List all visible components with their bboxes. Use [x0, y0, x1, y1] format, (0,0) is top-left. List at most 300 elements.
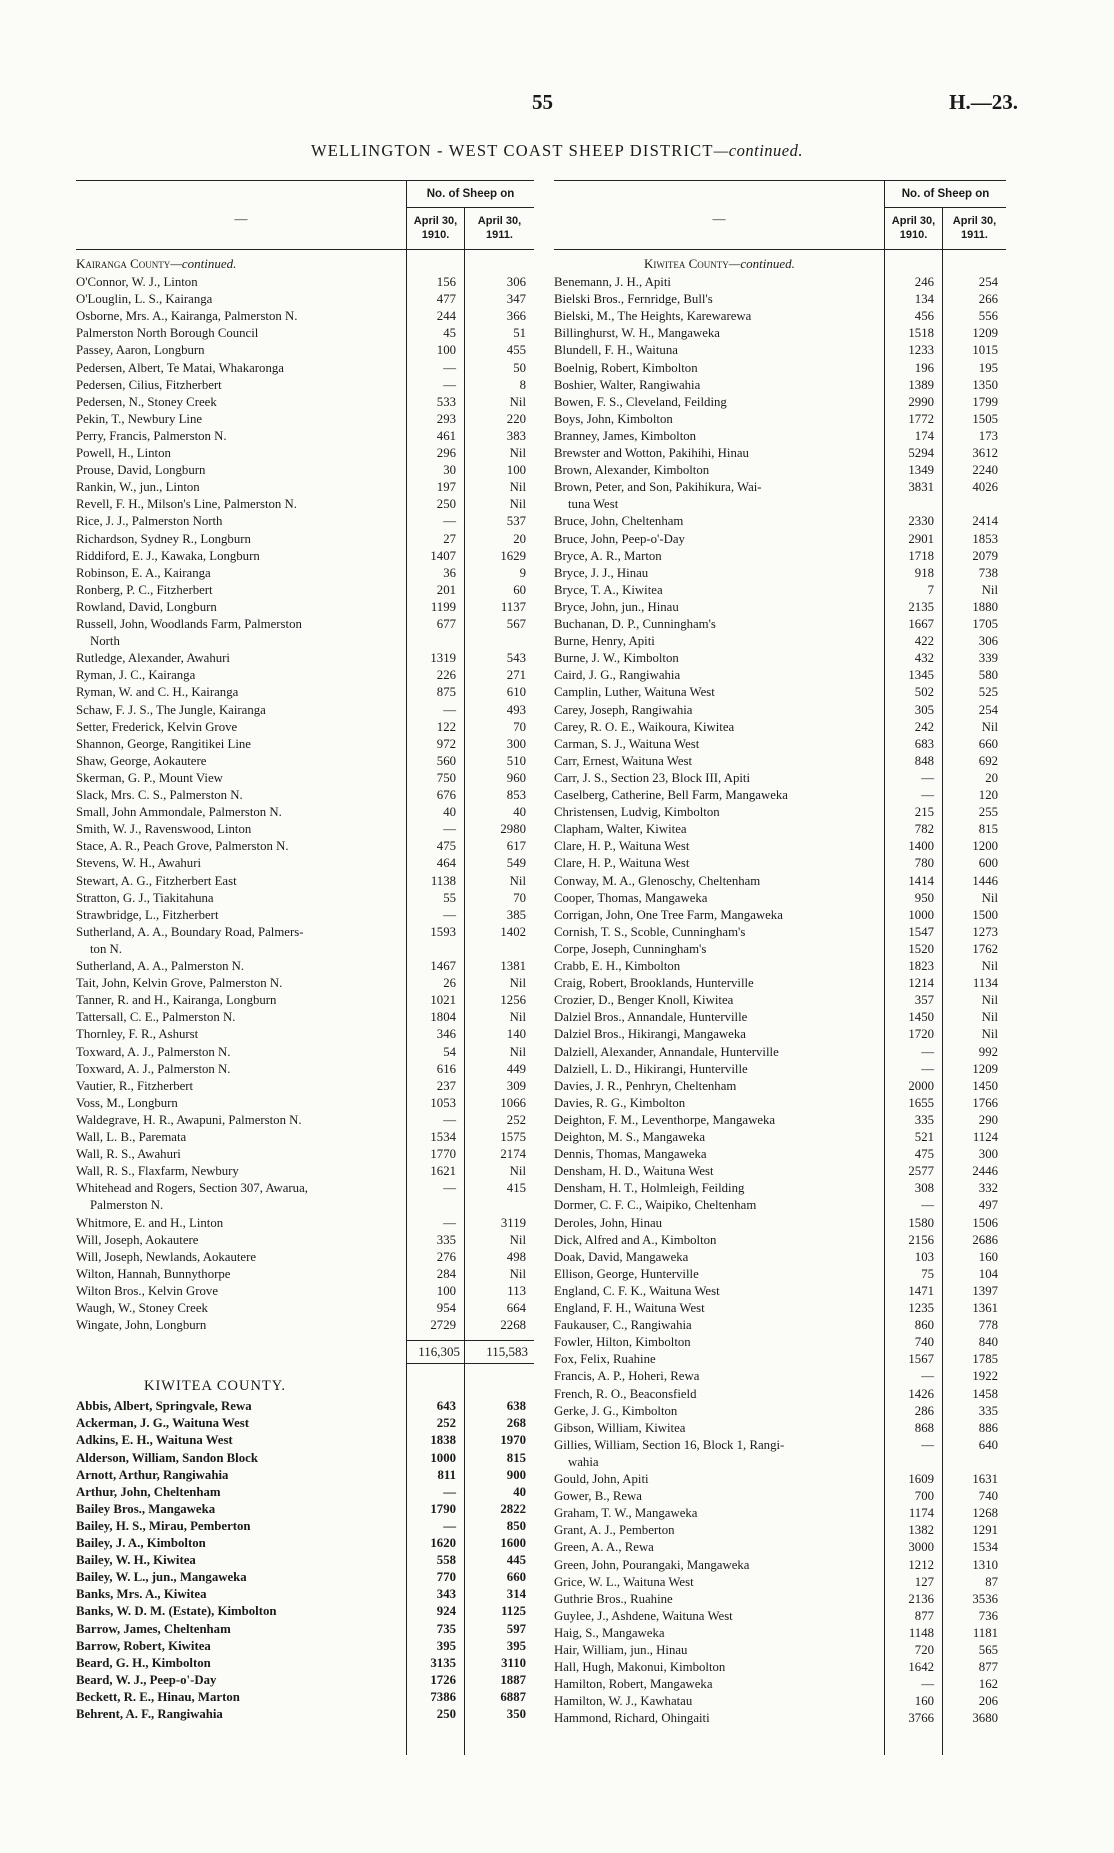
table-row: [76, 274, 534, 290]
owner-name: Perry, Francis, Palmerston N.: [76, 428, 227, 443]
sheep-1910: —: [443, 822, 456, 837]
header-dash: —: [234, 211, 248, 226]
table-row: [554, 428, 1006, 444]
owner-name: Bailey, J. A., Kimbolton: [76, 1536, 206, 1550]
sheep-1910: 2330: [908, 514, 934, 529]
table-row: [76, 1317, 534, 1333]
sheep-1911: 20: [513, 531, 526, 546]
sheep-1911: 1705: [972, 617, 998, 631]
sheep-1910: —: [921, 770, 934, 785]
owner-name: Bailey, W. L., jun., Mangaweka: [76, 1570, 247, 1585]
owner-name: Dalziell, L. D., Hikirangi, Hunterville: [554, 1061, 748, 1076]
sheep-1911: 415: [506, 1181, 526, 1196]
table-row: [554, 736, 1006, 752]
sheep-1911: 640: [978, 1437, 998, 1452]
owner-name: Stevens, W. H., Awahuri: [76, 856, 202, 871]
sheep-1910: 1609: [908, 1472, 934, 1486]
table-row: [76, 1044, 534, 1060]
owner-name: Pedersen, N., Stoney Creek: [76, 394, 217, 409]
sheep-1910: 1804: [430, 1010, 456, 1025]
sheep-1911: Nil: [509, 394, 526, 409]
sheep-1910: 1520: [908, 941, 934, 956]
owner-name: Rowland, David, Longburn: [76, 599, 217, 614]
owner-name: Smith, W. J., Ravenswood, Linton: [76, 822, 252, 837]
owner-name: Burne, J. W., Kimbolton: [554, 651, 679, 666]
sheep-1911: 660: [978, 736, 998, 751]
table-row: [76, 548, 534, 564]
sheep-1911: 445: [506, 1553, 526, 1568]
owner-name: Densham, H. D., Waituna West: [554, 1164, 714, 1179]
owner-name: Vautier, R., Fitzherbert: [76, 1078, 194, 1093]
owner-name: Green, A. A., Rewa: [554, 1540, 654, 1555]
owner-name-continuation: ton N.: [90, 941, 122, 956]
sheep-1911: 1922: [972, 1369, 998, 1384]
sheep-1911: 70: [513, 890, 526, 905]
owner-name: Carman, S. J., Waituna West: [554, 736, 700, 751]
table-row: [554, 394, 1006, 410]
sheep-1910: 1382: [908, 1523, 934, 1538]
table-row: [554, 531, 1006, 547]
sheep-1910: 918: [914, 565, 934, 580]
owner-name: Dalziel Bros., Hikirangi, Mangaweka: [554, 1027, 746, 1042]
sheep-1911: 268: [506, 1416, 526, 1431]
page-number: 55: [532, 90, 553, 114]
sheep-1910: 464: [436, 856, 456, 871]
sheep-1910: 1790: [430, 1501, 456, 1516]
table-row: [76, 1552, 534, 1568]
sheep-1911: 565: [978, 1643, 998, 1657]
header-col-1911-line2: 1911.: [961, 229, 988, 241]
sheep-1910: 1319: [430, 651, 456, 666]
sheep-1911: 40: [513, 805, 526, 820]
sheep-1911: 113: [507, 1283, 526, 1298]
sheep-1911: 314: [506, 1587, 526, 1602]
owner-name: Barrow, Robert, Kiwitea: [76, 1638, 211, 1653]
sheep-1910: —: [921, 1061, 934, 1076]
sheep-1911: 549: [506, 856, 526, 871]
page-title-suffix: —continued.: [713, 141, 803, 160]
table-row: [554, 1232, 1006, 1248]
owner-name: Tait, John, Kelvin Grove, Palmerston N.: [76, 976, 283, 991]
sheep-1911: 617: [506, 839, 526, 854]
owner-name: Hamilton, W. J., Kawhatau: [554, 1694, 693, 1709]
sheep-1911: 815: [978, 822, 998, 837]
sheep-1911: 2686: [972, 1232, 998, 1247]
sheep-1911: 252: [506, 1112, 526, 1127]
sheep-1910: 1772: [908, 411, 934, 426]
table-row: [76, 1398, 534, 1414]
sheep-1910: 811: [437, 1467, 456, 1482]
sheep-1910: 242: [914, 719, 934, 734]
owner-name: Boys, John, Kimbolton: [554, 411, 673, 426]
table-row: [554, 1437, 1006, 1453]
sheep-1910: 40: [443, 805, 456, 820]
sheep-1911: 306: [978, 634, 998, 649]
table-row: [76, 1112, 534, 1128]
owner-name: Green, John, Pourangaki, Mangaweka: [554, 1557, 750, 1572]
document-reference: H.—23.: [949, 90, 1018, 114]
sheep-1910: 1518: [908, 326, 934, 341]
owner-name: Will, Joseph, Aokautere: [76, 1232, 199, 1247]
sheep-1911: 1575: [500, 1130, 526, 1144]
sheep-1911: 1458: [972, 1386, 998, 1401]
owner-name: Thornley, F. R., Ashurst: [76, 1027, 199, 1042]
table-row: [554, 1249, 1006, 1265]
owner-name: Gillies, William, Section 16, Block 1, Rangi-: [554, 1437, 785, 1452]
table-row: [76, 1232, 534, 1248]
owner-name: Wilton, Hannah, Bunnythorpe: [76, 1266, 231, 1281]
sheep-1910: 924: [436, 1604, 456, 1619]
table-row: [554, 462, 1006, 478]
table-row: [76, 1215, 534, 1231]
owner-name: Cooper, Thomas, Mangaweka: [554, 890, 708, 905]
sheep-1911: 1381: [500, 959, 526, 973]
sheep-1911: 51: [513, 326, 526, 341]
sheep-1911: 853: [506, 788, 526, 802]
table-row: [554, 1334, 1006, 1350]
table-row: [76, 1569, 534, 1585]
owner-name: Abbis, Albert, Springvale, Rewa: [76, 1399, 252, 1414]
sheep-1911: 510: [506, 753, 526, 768]
sheep-1911: 220: [506, 411, 526, 426]
table-row: [76, 667, 534, 683]
sheep-1910: 335: [914, 1112, 934, 1127]
table-row: [554, 838, 1006, 854]
owner-name: Beard, W. J., Peep-o'-Day: [76, 1672, 217, 1687]
sheep-1911: 306: [506, 275, 526, 289]
table-row: [76, 1129, 534, 1145]
table-row: [76, 1095, 534, 1111]
sheep-1911: 2446: [972, 1164, 998, 1179]
owner-name: Craig, Robert, Brooklands, Hunterville: [554, 976, 754, 991]
table-row: [76, 531, 534, 547]
sheep-1911: 120: [978, 788, 998, 802]
sheep-1911: 497: [978, 1198, 998, 1213]
table-row: [554, 599, 1006, 615]
table-row: [554, 411, 1006, 427]
owner-name: Dick, Alfred and A., Kimbolton: [554, 1232, 717, 1247]
owner-name: Hall, Hugh, Makonui, Kimbolton: [554, 1660, 726, 1675]
table-row: [554, 1061, 1006, 1077]
owner-name: Boshier, Walter, Rangiwahia: [554, 377, 701, 392]
table-row: [554, 667, 1006, 683]
owner-name: Pedersen, Cilius, Fitzherbert: [76, 377, 222, 392]
header-col-1911-line2: 1911.: [486, 229, 513, 241]
table-row: [76, 1638, 534, 1654]
total-1911: 115,583: [486, 1344, 528, 1360]
table-row: [554, 890, 1006, 906]
sheep-1911: 600: [978, 856, 998, 871]
sheep-1910: 1593: [430, 924, 456, 939]
sheep-1910: 1467: [430, 959, 456, 973]
table-row: [76, 804, 534, 820]
table-row: [554, 941, 1006, 957]
sheep-1911: 2414: [972, 514, 998, 529]
sheep-1911: 339: [978, 651, 998, 666]
sheep-1911: Nil: [509, 480, 526, 495]
table-row: [554, 1539, 1006, 1555]
owner-name: Grice, W. L., Waituna West: [554, 1574, 694, 1589]
owner-name: Sutherland, A. A., Palmerston N.: [76, 959, 245, 973]
table-row: [76, 513, 534, 529]
sheep-1910: 3135: [430, 1655, 456, 1670]
sheep-1911: 104: [978, 1266, 998, 1281]
table-row: [554, 616, 1006, 632]
sheep-1910: 357: [914, 993, 934, 1008]
sheep-1910: 2990: [908, 394, 934, 409]
table-row: [554, 1112, 1006, 1128]
sheep-1911: 309: [506, 1078, 526, 1093]
owner-name: Deroles, John, Hinau: [554, 1215, 663, 1230]
sheep-1911: 1446: [972, 873, 998, 888]
sheep-1911: Nil: [509, 1232, 526, 1247]
sheep-1910: 296: [436, 446, 456, 460]
owner-name: Beard, G. H., Kimbolton: [76, 1655, 211, 1670]
table-row-continuation: [554, 496, 1006, 512]
sheep-1910: —: [921, 1369, 934, 1384]
sheep-1911: 960: [506, 770, 526, 785]
sheep-1911: 1397: [972, 1283, 998, 1298]
table-row: [76, 1484, 534, 1500]
table-row: [554, 1009, 1006, 1025]
sheep-1910: 1400: [908, 839, 934, 854]
sheep-1911: Nil: [981, 993, 998, 1008]
table-row: [554, 1163, 1006, 1179]
owner-name: Wilton Bros., Kelvin Grove: [76, 1283, 219, 1298]
table-row: [554, 1608, 1006, 1624]
owner-name: Toxward, A. J., Palmerston N.: [76, 1044, 231, 1059]
table-row: [554, 582, 1006, 598]
section-title-kiwitea-cont: [644, 256, 795, 272]
owner-name: Arnott, Arthur, Rangiwahia: [76, 1467, 229, 1482]
sheep-1911: 140: [506, 1027, 526, 1042]
owner-name: Stace, A. R., Peach Grove, Palmerston N.: [76, 839, 289, 854]
sheep-1911: 2174: [500, 1147, 526, 1162]
sheep-1911: 1181: [972, 1625, 998, 1640]
sheep-1911: 395: [506, 1638, 526, 1653]
sheep-1910: 3766: [908, 1711, 934, 1726]
owner-name: Pedersen, Albert, Te Matai, Whakaronga: [76, 360, 284, 375]
owner-name: Stratton, G. J., Tiakitahuna: [76, 890, 214, 905]
sheep-1911: 740: [978, 1489, 998, 1504]
sheep-1910: 477: [436, 292, 456, 307]
owner-name: Rankin, W., jun., Linton: [76, 480, 200, 495]
owner-name: Crozier, D., Benger Knoll, Kiwitea: [554, 993, 734, 1008]
sheep-1910: 1667: [908, 617, 934, 631]
sheep-1910: 293: [436, 411, 456, 426]
sheep-1910: 1655: [908, 1095, 934, 1110]
owner-name: Banks, Mrs. A., Kiwitea: [76, 1587, 207, 1602]
sheep-1910: 346: [436, 1027, 456, 1042]
sheep-1911: 2240: [972, 463, 998, 478]
sheep-1910: 1642: [908, 1660, 934, 1675]
sheep-1911: 455: [506, 343, 526, 358]
table-row: [76, 1501, 534, 1517]
table-row: [76, 1535, 534, 1551]
sheep-1910: 2000: [908, 1078, 934, 1093]
table-row: [554, 633, 1006, 649]
owner-name: Grant, A. J., Pemberton: [554, 1523, 675, 1538]
sheep-1910: 2577: [908, 1164, 934, 1179]
owner-name: Osborne, Mrs. A., Kairanga, Palmerston N.: [76, 309, 298, 324]
sheep-1910: 174: [914, 428, 934, 443]
owner-name: Waugh, W., Stoney Creek: [76, 1301, 208, 1315]
table-row-continuation: [76, 941, 534, 957]
owner-name: Davies, R. G., Kimbolton: [554, 1095, 686, 1110]
sheep-1910: 1138: [430, 873, 456, 888]
owner-name: Setter, Frederick, Kelvin Grove: [76, 719, 238, 734]
table-row: [554, 1283, 1006, 1299]
sheep-1911: Nil: [509, 873, 526, 888]
sheep-1910: —: [443, 1181, 456, 1196]
sheep-1911: 537: [506, 514, 526, 529]
sheep-1910: 1053: [430, 1095, 456, 1110]
owner-name: Hammond, Richard, Ohingaiti: [554, 1711, 710, 1726]
owner-name: Doak, David, Mangaweka: [554, 1249, 689, 1264]
section-title-kairanga: [76, 256, 236, 272]
sheep-1910: 3000: [908, 1540, 934, 1555]
table-row: [554, 1676, 1006, 1692]
table-row: [554, 787, 1006, 803]
owner-name: Bryce, A. R., Marton: [554, 548, 662, 563]
sheep-1910: 740: [914, 1335, 934, 1350]
table-row: [554, 907, 1006, 923]
sheep-1911: 173: [978, 428, 998, 443]
table-header: [554, 180, 1006, 250]
sheep-1910: 676: [436, 788, 456, 802]
sheep-1910: 502: [914, 685, 934, 700]
owner-name: Boelnig, Robert, Kimbolton: [554, 360, 698, 375]
sheep-1911: 266: [978, 292, 998, 307]
sheep-1911: 1200: [972, 839, 998, 854]
sheep-1910: 782: [914, 822, 934, 837]
owner-name: England, C. F. K., Waituna West: [554, 1283, 720, 1298]
owner-name: Blundell, F. H., Waituna: [554, 343, 678, 358]
sheep-1911: Nil: [981, 582, 998, 597]
sheep-1911: Nil: [509, 1044, 526, 1059]
table-row: [554, 274, 1006, 290]
owner-name: Rutledge, Alexander, Awahuri: [76, 651, 230, 666]
header-col-1911: [942, 207, 1006, 249]
owner-name: O'Louglin, L. S., Kairanga: [76, 292, 213, 307]
sheep-1910: —: [443, 1112, 456, 1127]
owner-name-continuation: Palmerston N.: [90, 1198, 164, 1213]
sheep-1911: 3612: [972, 446, 998, 460]
table-row: [76, 1689, 534, 1705]
sheep-1911: 300: [506, 736, 526, 751]
owner-name: Clapham, Walter, Kiwitea: [554, 822, 687, 837]
owner-name: O'Connor, W. J., Linton: [76, 275, 198, 289]
table-row: [76, 599, 534, 615]
sheep-1911: 50: [513, 360, 526, 375]
sheep-1910: 1426: [908, 1386, 934, 1401]
sheep-1911: Nil: [509, 1266, 526, 1281]
header-col-1911: [464, 207, 534, 249]
sheep-1910: 127: [914, 1574, 934, 1589]
sheep-1911: 1291: [972, 1523, 998, 1538]
sheep-1911: 1209: [972, 1061, 998, 1076]
sheep-1911: 498: [506, 1249, 526, 1264]
header-dash: —: [712, 211, 726, 226]
sheep-1910: 461: [436, 428, 456, 443]
table-row: [554, 1659, 1006, 1675]
sheep-1910: 1726: [430, 1672, 456, 1687]
owner-name: Ryman, W. and C. H., Kairanga: [76, 685, 239, 700]
table-row: [554, 1505, 1006, 1521]
sheep-1910: 1235: [908, 1301, 934, 1315]
owner-name: Rice, J. J., Palmerston North: [76, 514, 223, 529]
header-col-1911-line1: April 30,: [952, 215, 997, 227]
sheep-1911: Nil: [981, 1027, 998, 1042]
owner-name: Waldegrave, H. R., Awapuni, Palmerston N.: [76, 1112, 302, 1127]
table-row-continuation: [76, 1197, 534, 1213]
sheep-1910: 868: [914, 1420, 934, 1435]
owner-name: Toxward, A. J., Palmerston N.: [76, 1061, 231, 1076]
table-row: [554, 719, 1006, 735]
owner-name: Corrigan, John, One Tree Farm, Mangaweka: [554, 907, 783, 922]
sheep-1910: 215: [914, 805, 934, 820]
sheep-1910: 1567: [908, 1352, 934, 1367]
owner-name: Alderson, William, Sandon Block: [76, 1450, 258, 1465]
table-row: [76, 616, 534, 632]
sheep-1911: 1402: [500, 924, 526, 939]
sheep-1911: 525: [978, 685, 998, 700]
table-row: [76, 291, 534, 307]
sheep-1910: 284: [436, 1266, 456, 1281]
table-row: [554, 1180, 1006, 1196]
owner-name: Clare, H. P., Waituna West: [554, 839, 690, 854]
table-row: [76, 1300, 534, 1316]
table-row: [76, 907, 534, 923]
header-col-1910-line1: April 30,: [413, 215, 458, 227]
owner-name: Wall, R. S., Awahuri: [76, 1147, 181, 1162]
sheep-1911: Nil: [509, 976, 526, 991]
sheep-1910: 246: [914, 275, 934, 289]
sheep-1911: 543: [506, 651, 526, 666]
table-row: [76, 445, 534, 461]
sheep-1910: 677: [436, 617, 456, 631]
sheep-1911: 1273: [972, 924, 998, 939]
owner-name: Carey, Joseph, Rangiwahia: [554, 702, 693, 717]
table-row: [76, 565, 534, 581]
table-row: [554, 958, 1006, 974]
sheep-1911: 992: [978, 1044, 998, 1059]
sheep-1910: 877: [914, 1608, 934, 1623]
sheep-1910: 1547: [908, 924, 934, 939]
sheep-1911: 692: [978, 753, 998, 768]
owner-name: Gerke, J. G., Kimbolton: [554, 1403, 678, 1418]
owner-name: Richardson, Sydney R., Longburn: [76, 531, 251, 546]
sheep-1911: 1534: [972, 1540, 998, 1555]
sheep-1910: 1471: [908, 1283, 934, 1298]
owner-name: Clare, H. P., Waituna West: [554, 856, 690, 871]
owner-name: French, R. O., Beaconsfield: [554, 1386, 697, 1401]
sheep-1910: —: [443, 1215, 456, 1230]
table-row: [554, 975, 1006, 991]
sheep-1910: —: [443, 514, 456, 529]
table-row: [554, 1044, 1006, 1060]
table-row: [76, 890, 534, 906]
sheep-1911: 1350: [972, 377, 998, 392]
sheep-1911: 1125: [501, 1604, 526, 1619]
sheep-1911: 1631: [972, 1472, 998, 1486]
table-row: [76, 1266, 534, 1282]
owner-name: Ellison, George, Hunterville: [554, 1266, 699, 1281]
sheep-1911: 1600: [500, 1536, 526, 1550]
sheep-1910: 26: [443, 976, 456, 991]
owner-name: Hamilton, Robert, Mangaweka: [554, 1677, 713, 1692]
owner-name: Crabb, E. H., Kimbolton: [554, 959, 681, 973]
